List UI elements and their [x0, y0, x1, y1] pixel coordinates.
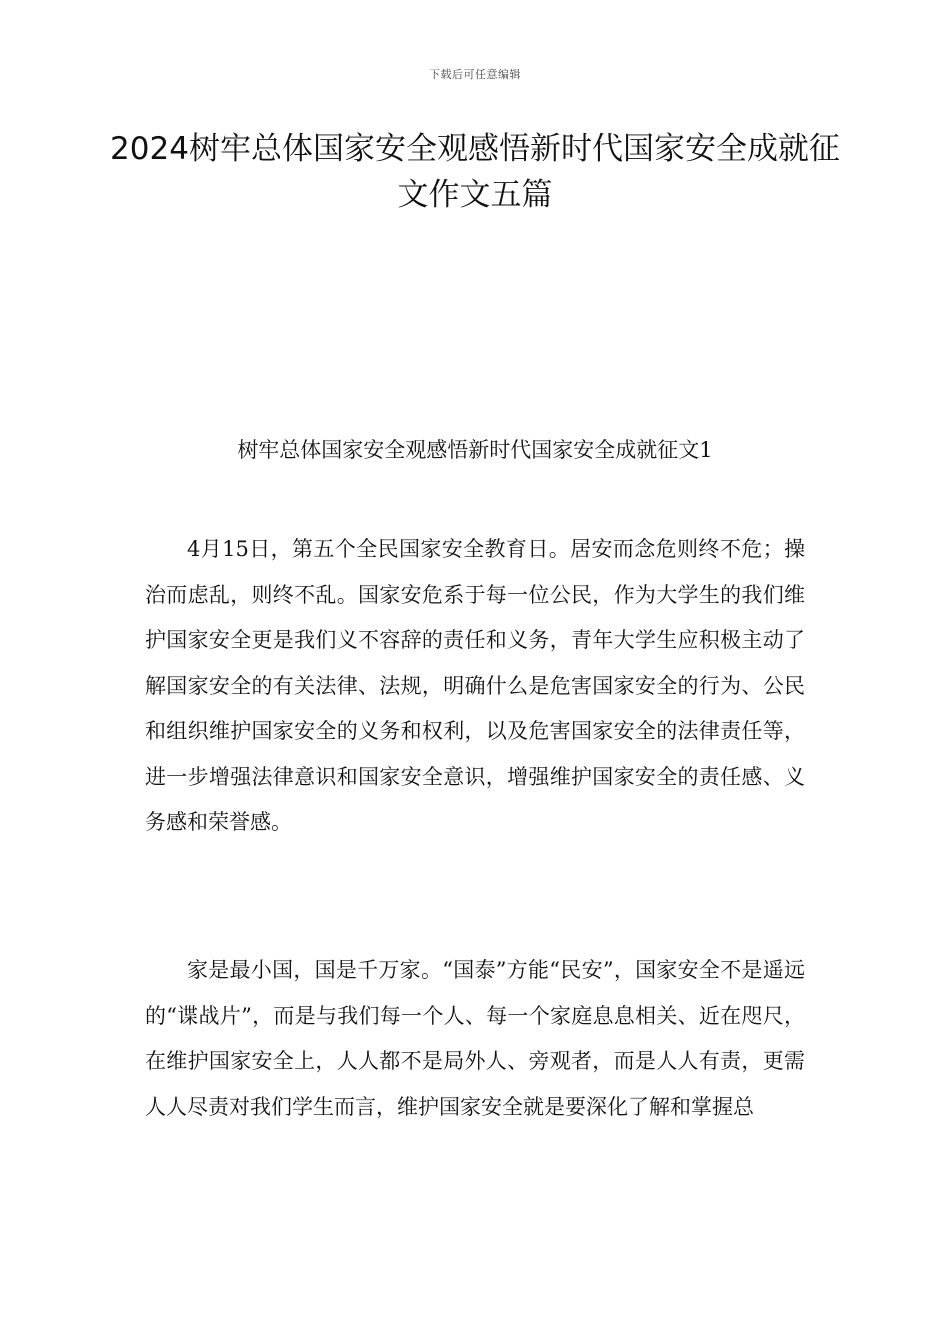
- section-title: 树牢总体国家安全观感悟新时代国家安全成就征文1: [237, 438, 713, 462]
- header-note: 下载后可任意编辑: [429, 68, 521, 81]
- paragraph: 4月15日，第五个全民国家安全教育日。居安而念危则终不危；操治而虑乱，则终不乱。国家安危系于每一位公民，作为大学生的我们维护国家安全更是我们义不容辞的责任和义务，青年大学生应积极主动了解国家安全的有关法律、法规，明确什么是危害国家安全的行为、公民和组织维护国家安全的义务和权利，以及危害国家安全的法律责任等，进一步增强法律意识和国家安全意识，增强维护国家安全的责任感、义务感和荣誉感。: [145, 537, 805, 834]
- document-title: 2024树牢总体国家安全观感悟新时代国家安全成就征文作文五篇: [110, 131, 840, 213]
- paragraph: 家是最小国，国是千万家。“国泰”方能“民安”，国家安全不是遥远的“谍战片”，而是与我们每一个人、每一个家庭息息相关、近在咫尺，在维护国家安全上，人人都不是局外人、旁观者，而是人人有责，更需人人尽责对我们学生而言，维护国家安全就是要深化了解和掌握总: [145, 958, 805, 1119]
